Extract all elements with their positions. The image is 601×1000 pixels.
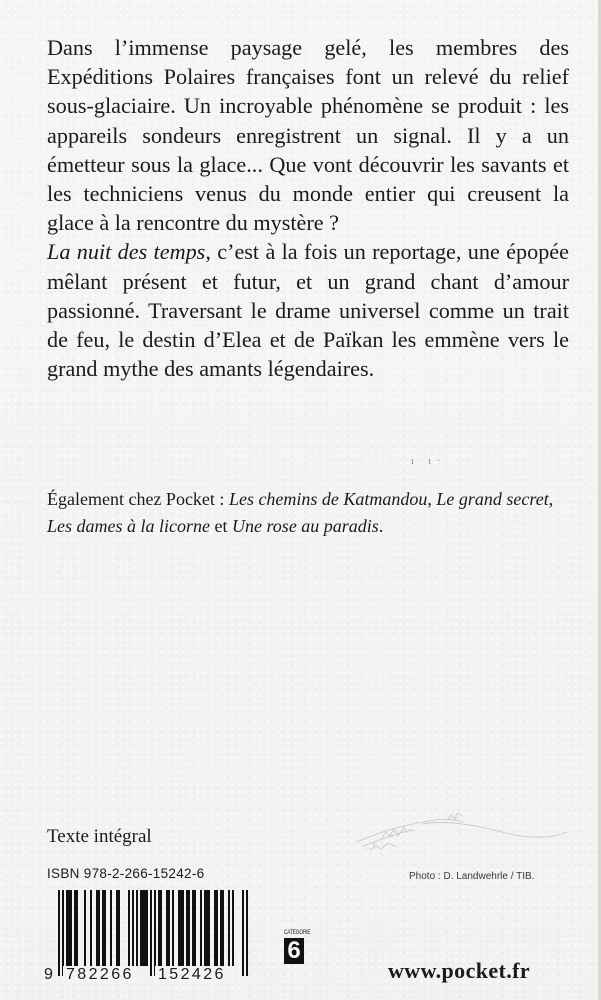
barcode-bar [206,890,208,966]
barcode-bar [142,890,144,966]
barcode-bar [132,890,134,966]
category-label: CATÉGORIE [284,930,311,936]
barcode-guard-bar [62,890,64,976]
barcode-bar [70,890,72,966]
barcode-bar [216,890,218,966]
barcode-bar [204,890,206,966]
barcode-bar [232,890,234,966]
blurb-paragraph-1: Dans l’immense paysage gelé, les membres des Expéditions Polaires françaises font un relevé du relief sous-glaciaire. Un incroyable phénomène se produit : les appareils sondeurs enregistrent un signal. Il y a un émetteur sous la glace... Que vont découvrir les savants et les techniciens venus du monde entier qui creusent la glace à la rencontre du mystère ? [47,35,569,236]
barcode-guard-bar [150,890,152,976]
barcode-bar [96,890,98,966]
barcode-guard-bar [242,890,244,976]
also-separator: et [209,516,232,536]
blurb [47,33,569,383]
barcode-bar [104,890,106,966]
also-title-3: Les dames à la licorne [47,516,210,536]
also-title-4: Une rose au paradis [231,516,379,536]
also-end: . [378,516,384,536]
barcode-left-group: 782266 [63,966,137,984]
website-url: www.pocket.fr [388,958,531,983]
barcode-bar [188,890,190,966]
barcode-bar [102,890,104,966]
barcode-bar [116,890,118,966]
barcode-bar [172,890,174,966]
also-separator: , [427,489,437,509]
barcode-bar [186,890,188,966]
photo-smudge-image [352,802,572,860]
barcode-bar [194,890,196,966]
barcode-bar [146,890,148,966]
barcode-bar [222,890,224,966]
blurb-paragraph-2 [47,237,569,383]
also-by-author [47,486,577,540]
book-title: La nuit des temps [47,239,206,265]
barcode-bar [180,890,182,966]
barcode-bar [220,890,222,966]
full-text-label: Texte intégral [47,826,152,847]
barcode-guard-bar [58,890,60,976]
barcode-bar [182,890,184,966]
barcode-first-digit: 9 [44,966,54,983]
photo-credit: Photo : D. Landwehrle / TIB. [409,871,535,882]
barcode-guard-bar [246,890,248,976]
barcode-bar [128,890,130,966]
barcode-bar [74,890,76,966]
barcode-bars [44,890,256,976]
also-intro: Également chez Pocket : [47,489,229,509]
barcode-bar [228,890,230,966]
barcode-bar [144,890,146,966]
barcode-bar [90,890,92,966]
barcode-bar [140,890,142,966]
barcode-bar [98,890,100,966]
also-title-1: Les chemins de Katmandou [228,489,428,509]
barcode-bar [200,890,202,966]
barcode-bar [68,890,70,966]
barcode-bar [192,890,194,966]
barcode-bar [214,890,216,966]
barcode-bar [118,890,120,966]
barcode-right-group: 152426 [155,966,229,984]
barcode-bar [110,890,112,966]
category-number: 6 [284,938,304,964]
barcode-bar [208,890,210,966]
paper-scratch-mark: ı ı· [411,456,447,467]
also-title-2: Le grand secret [436,489,549,509]
barcode-bar [160,890,162,966]
barcode-guard-bar [154,890,156,976]
barcode-bar [168,890,170,966]
barcode-bar [66,890,68,966]
blurb-paragraph-2-text: , c’est à la fois un reportage, une épopée mêlant présent et futur, et un grand chant d’amour passionné. Traversant le drame universel comme un trait de feu, le destin d’Elea et de Païkan les emmène vers le grand mythe des amants légendaires. [47,239,569,382]
barcode-bar [136,890,138,966]
barcode-bar [178,890,180,966]
category-badge [284,930,311,964]
barcode-bar [158,890,160,966]
barcode-bar [84,890,86,966]
also-separator: , [548,489,554,509]
barcode-bar [166,890,168,966]
barcode-bar [76,890,78,966]
isbn: ISBN 978-2-266-15242-6 [47,866,205,881]
